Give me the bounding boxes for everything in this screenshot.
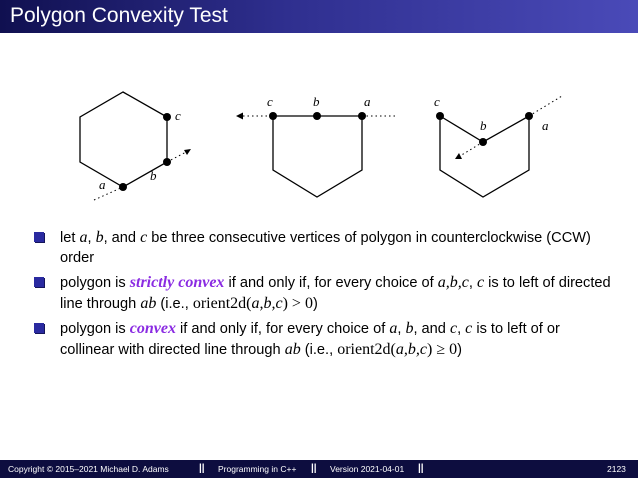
text: , (468, 275, 477, 291)
text: is to left of or collinear with directed line through (60, 321, 560, 358)
text: be three consecutive vertices of polygon in counterclockwise (CCW) order (60, 230, 591, 266)
vertex-c (436, 112, 444, 120)
vertex-a (525, 112, 533, 120)
math-var: a,b,c (395, 340, 427, 358)
label-a: a (542, 118, 549, 133)
math-fn: ) > 0 (282, 294, 313, 312)
text: , and (103, 230, 141, 246)
keyword: strictly convex (129, 274, 225, 291)
math-var: ab (284, 340, 301, 358)
text: , (397, 321, 406, 337)
label-a: a (364, 94, 371, 109)
label-c: c (267, 94, 273, 109)
extension-dotted-line (529, 96, 562, 116)
bullet-list (34, 228, 614, 365)
math-fn: orient2d( (337, 340, 396, 358)
math-var: a (79, 229, 88, 246)
text: if and only if, for every choice of (224, 275, 438, 291)
footer-version: Version 2021-04-01 (330, 464, 405, 474)
hexagon-figure (80, 92, 191, 200)
text: if and only if, for every choice of (175, 321, 390, 337)
label-c: c (175, 108, 181, 123)
text: is to left of directed line through (60, 275, 611, 312)
vertex-b (163, 158, 171, 166)
label-c: c (434, 94, 440, 109)
concave-figure (434, 94, 562, 197)
keyword: convex (129, 320, 176, 337)
footer-bar (0, 460, 638, 478)
bullet-item (34, 273, 614, 314)
pentagon-outline (273, 116, 362, 197)
vertex-c (163, 113, 171, 121)
label-b: b (480, 118, 487, 133)
extension-dotted-line (460, 142, 483, 156)
footer-copyright: Copyright © 2015–2021 Michael D. Adams (8, 464, 169, 474)
arrow-head (455, 153, 462, 159)
text: let (60, 230, 80, 246)
footer-separator: || (199, 463, 205, 474)
bullet-marker (34, 323, 44, 333)
text: polygon is (60, 275, 130, 291)
pentagon-figure (236, 94, 398, 197)
label-b: b (150, 168, 157, 183)
arrow-head (184, 149, 191, 155)
vertex-a (358, 112, 366, 120)
math-var: a,b,c (251, 294, 283, 312)
math-var: c (465, 320, 473, 337)
text: ) (312, 295, 318, 312)
math-fn: ) ≥ 0 (426, 340, 458, 358)
text: polygon is (60, 321, 130, 337)
text: , (457, 321, 466, 337)
text: (i.e., (300, 341, 338, 358)
math-var: a (389, 320, 398, 337)
math-var: b (95, 229, 104, 246)
text: ) (457, 341, 462, 358)
bullet-item (34, 319, 614, 360)
math-var: b (405, 320, 414, 337)
bullet-marker (34, 232, 44, 242)
text: , (87, 230, 96, 246)
vertex-b (313, 112, 321, 120)
vertex-c (269, 112, 277, 120)
label-a: a (99, 177, 106, 192)
bullet-marker (34, 277, 44, 287)
slide-title: Polygon Convexity Test (10, 4, 228, 27)
math-var: c (140, 229, 148, 246)
text: , and (413, 321, 450, 337)
bullet-item (34, 228, 614, 268)
footer-page-number: 2123 (607, 464, 626, 474)
vertex-b (479, 138, 487, 146)
vertex-a (119, 183, 127, 191)
footer-separator: || (311, 463, 317, 474)
label-b: b (313, 94, 320, 109)
math-fn: orient2d( (192, 294, 252, 312)
math-var: ab (140, 294, 157, 312)
math-var: a,b,c (437, 274, 469, 291)
text: (i.e., (156, 295, 193, 312)
arrow-head (236, 113, 243, 120)
footer-separator: || (418, 463, 424, 474)
math-var: c (476, 274, 485, 291)
math-var: c (449, 320, 458, 337)
footer-course: Programming in C++ (218, 464, 297, 474)
